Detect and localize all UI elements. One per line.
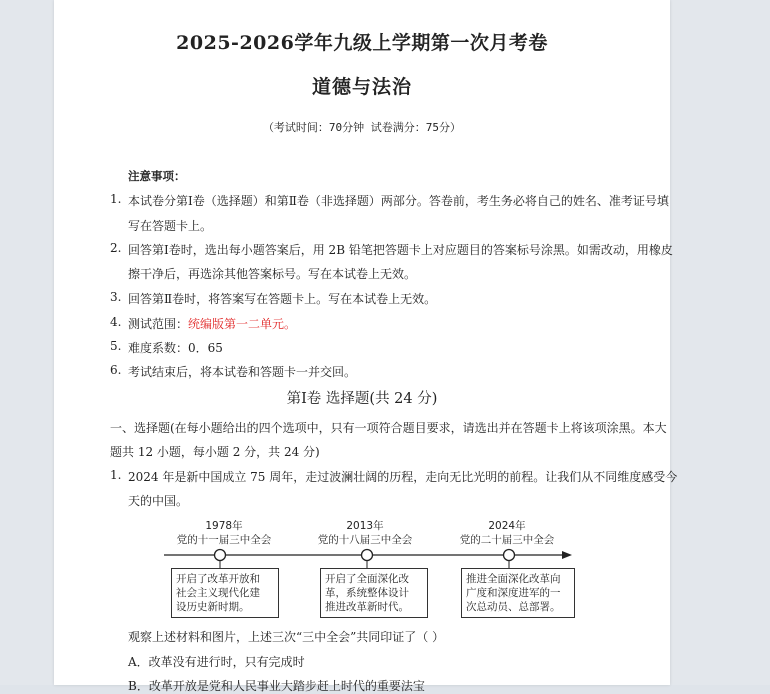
note-number: 6. bbox=[110, 363, 122, 377]
box-line: 设历史新时期。 bbox=[176, 601, 250, 613]
viewer-left-margin bbox=[0, 0, 54, 685]
note-number: 1. bbox=[110, 192, 122, 206]
note-number: 4. bbox=[110, 315, 122, 329]
note-number: 2. bbox=[110, 241, 122, 255]
box-line: 社会主义现代化建 bbox=[176, 587, 260, 599]
question-line: 天的中国。 bbox=[128, 494, 189, 508]
timeline-year-1978: 1978年 bbox=[205, 520, 243, 532]
timeline-node-2013 bbox=[362, 550, 373, 561]
question-number: 1. bbox=[110, 468, 122, 482]
note-line bbox=[128, 315, 296, 332]
timeline-event-2013: 党的十八届三中全会 bbox=[317, 534, 413, 546]
timeline-diagram bbox=[154, 515, 584, 575]
box-line: 开启了改革开放和 bbox=[176, 573, 260, 585]
note-prefix: 测试范围： bbox=[128, 317, 189, 331]
box-line: 广度和深度进军的一 bbox=[466, 587, 561, 599]
note-line: 擦干净后，再选涂其他答案标号。写在本试卷上无效。 bbox=[128, 267, 417, 281]
option-b: B．改革开放是党和人民事业大踏步赶上时代的重要法宝 bbox=[128, 679, 425, 693]
note-number: 5. bbox=[110, 339, 122, 353]
box-line: 革，系统整体设计 bbox=[325, 587, 409, 599]
note-number: 3. bbox=[110, 290, 122, 304]
box-line: 推进全面深化改革向 bbox=[466, 573, 561, 585]
timeline-event-2024: 党的二十届三中全会 bbox=[459, 534, 555, 546]
option-a: A．改革没有进行时，只有完成时 bbox=[128, 655, 305, 669]
note-line: 难度系数：0．65 bbox=[128, 341, 223, 355]
document-page bbox=[54, 0, 678, 693]
viewer-right-margin bbox=[670, 0, 770, 685]
timeline-year-2013: 2013年 bbox=[346, 520, 384, 532]
test-scope-highlight: 统编版第一二单元。 bbox=[188, 317, 297, 331]
box-line: 开启了全面深化改 bbox=[325, 573, 409, 585]
section-intro-line: 题共 12 小题，每小题 2 分，共 24 分) bbox=[110, 445, 320, 459]
timeline-node-1978 bbox=[215, 550, 226, 561]
notes-heading: 注意事项： bbox=[128, 169, 186, 183]
timeline-year-2024: 2024年 bbox=[488, 520, 526, 532]
note-line: 回答第Ⅰ卷时，选出每小题答案后，用 2B 铅笔把答题卡上对应题目的答案标号涂黑。如需改动，用橡皮 bbox=[128, 243, 673, 257]
note-line: 本试卷分第Ⅰ卷（选择题）和第Ⅱ卷（非选择题）两部分。答卷前，考生务必将自己的姓名、准考证号填 bbox=[128, 194, 669, 208]
timeline-box-2013 bbox=[320, 568, 428, 618]
box-line: 推进改革新时代。 bbox=[325, 601, 409, 613]
timeline-box-1978 bbox=[171, 568, 279, 618]
timeline-event-1978: 党的十一届三中全会 bbox=[176, 534, 272, 546]
exam-subject: 道德与法治 bbox=[311, 76, 412, 98]
question-line: 2024 年是新中国成立 75 周年，走过波澜壮阔的历程，走向无比光明的前程。让我们从不同维度感受今 bbox=[128, 470, 678, 484]
note-line: 写在答题卡上。 bbox=[128, 219, 213, 233]
timeline-arrowhead bbox=[562, 551, 572, 559]
question-stem: 观察上述材料和图片，上述三次“三中全会”共同印证了（ ） bbox=[128, 630, 445, 644]
timeline-node-2024 bbox=[504, 550, 515, 561]
section-title: 第Ⅰ卷 选择题(共 24 分) bbox=[286, 391, 438, 407]
timeline-box-2024 bbox=[461, 568, 575, 618]
exam-title: 2025-2026学年九级上学期第一次月考卷 bbox=[176, 32, 548, 54]
note-line: 回答第Ⅱ卷时，将答案写在答题卡上。写在本试卷上无效。 bbox=[128, 292, 437, 306]
section-intro-line: 一、选择题(在每小题给出的四个选项中，只有一项符合题目要求，请选出并在答题卡上将该项涂黑。本大 bbox=[110, 421, 667, 435]
exam-info: （考试时间：70分钟 试卷满分：75分） bbox=[262, 121, 462, 134]
note-line: 考试结束后，将本试卷和答题卡一并交回。 bbox=[128, 365, 357, 379]
box-line: 次总动员、总部署。 bbox=[466, 601, 561, 613]
